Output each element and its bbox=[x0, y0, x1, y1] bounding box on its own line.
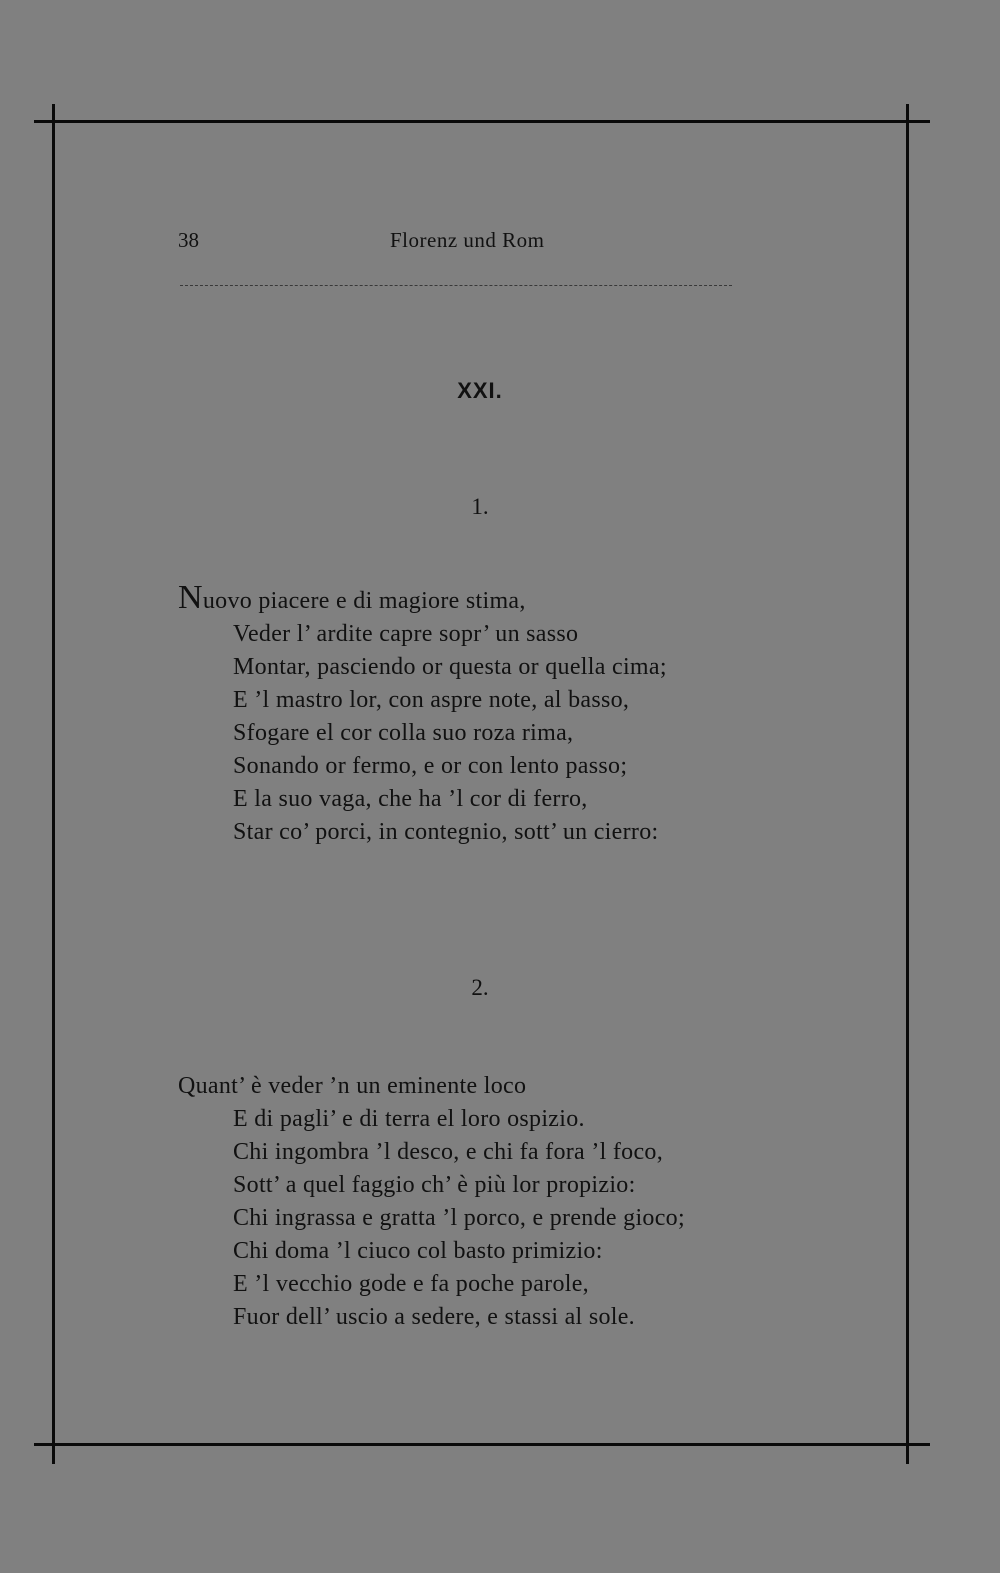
section-title: XXI. bbox=[457, 378, 503, 403]
verse-line: E ’l mastro lor, con aspre note, al basso, bbox=[233, 687, 630, 713]
verse-line: Sonando or fermo, e or con lento passo; bbox=[233, 753, 628, 779]
verse-line: Sfogare el cor colla suo roza rima, bbox=[233, 720, 574, 746]
verse-line: E la suo vaga, che ha ’l cor di ferro, bbox=[233, 786, 588, 812]
stanza bbox=[178, 579, 788, 849]
stanza-number: 1. bbox=[471, 494, 489, 519]
verse-line: Quant’ è veder ’n un eminente loco bbox=[178, 1073, 527, 1099]
verse-line: Chi ingombra ’l desco, e chi fa fora ’l foco, bbox=[233, 1139, 664, 1165]
verse-line-text: uovo piacere e di magiore stima, bbox=[202, 588, 526, 614]
verse-line: Fuor dell’ uscio a sedere, e stassi al sole. bbox=[233, 1304, 635, 1330]
frame-left-rule bbox=[52, 104, 55, 1464]
header-divider bbox=[180, 285, 732, 286]
frame-right-rule bbox=[906, 104, 909, 1464]
drop-initial: N bbox=[178, 579, 203, 616]
frame-top-rule bbox=[34, 120, 930, 123]
verse-line: Star co’ porci, in contegnio, sott’ un cierro: bbox=[233, 819, 659, 845]
verse-line: Veder l’ ardite capre sopr’ un sasso bbox=[233, 621, 579, 647]
stanza bbox=[178, 1070, 788, 1334]
running-head bbox=[178, 228, 738, 256]
verse-line: Chi ingrassa e gratta ’l porco, e prende gioco; bbox=[233, 1205, 685, 1231]
verse-line: E di pagli’ e di terra el loro ospizio. bbox=[233, 1106, 585, 1132]
verse-line: E ’l vecchio gode e fa poche parole, bbox=[233, 1271, 589, 1297]
verse-line: Montar, pasciendo or questa or quella cima; bbox=[233, 654, 667, 680]
verse-line: Chi doma ’l ciuco col basto primizio: bbox=[233, 1238, 603, 1264]
verse-line: Sott’ a quel faggio ch’ è più lor propizio: bbox=[233, 1172, 636, 1198]
running-title: Florenz und Rom bbox=[390, 228, 545, 252]
frame-bottom-rule bbox=[34, 1443, 930, 1446]
page-number: 38 bbox=[178, 228, 199, 252]
verse-line bbox=[178, 579, 788, 618]
stanza-number: 2. bbox=[471, 975, 489, 1000]
